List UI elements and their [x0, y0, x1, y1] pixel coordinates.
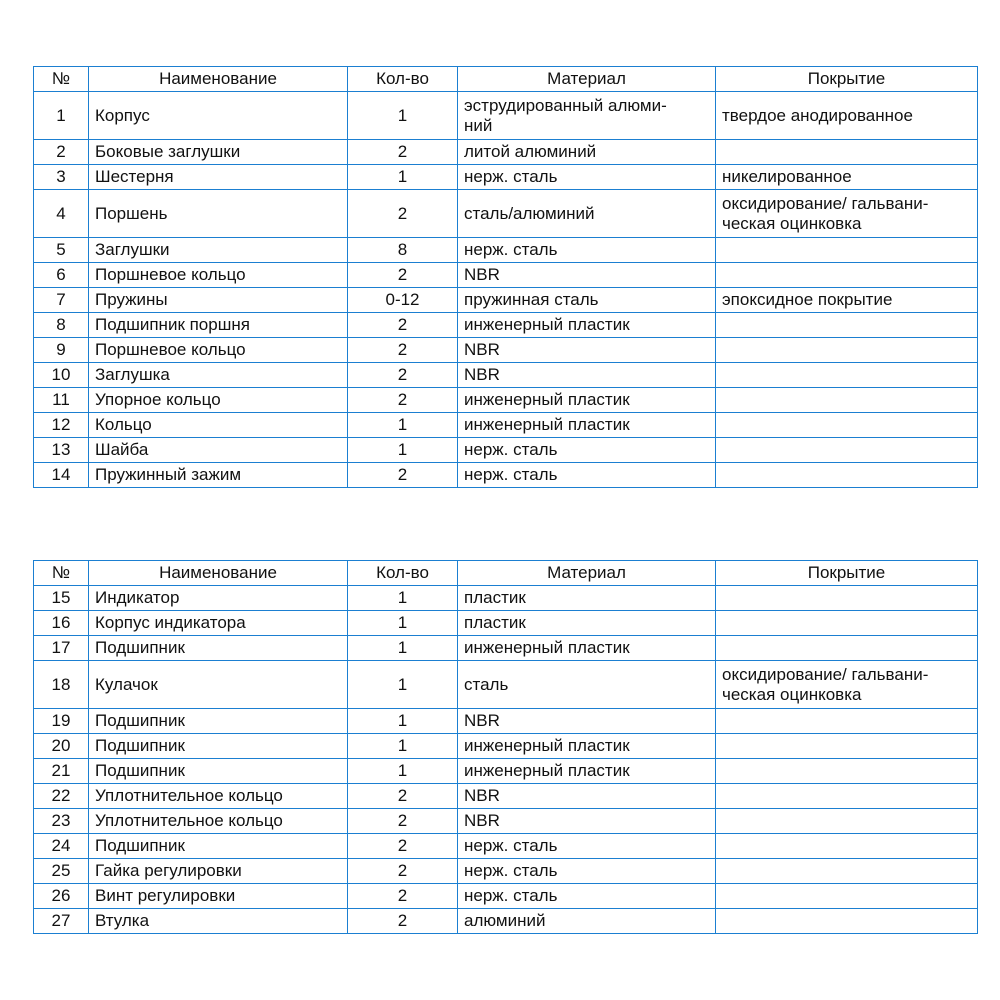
table-row	[34, 611, 978, 636]
table-row	[34, 238, 978, 263]
part-coating	[716, 363, 978, 388]
header-coating: Покрытие	[716, 67, 978, 92]
table-row	[34, 834, 978, 859]
parts-table-1	[33, 66, 978, 488]
table-row	[34, 313, 978, 338]
row-number: 24	[34, 834, 89, 859]
part-name: Уплотнительное кольцо	[89, 809, 348, 834]
part-coating	[716, 759, 978, 784]
part-name: Заглушка	[89, 363, 348, 388]
part-quantity: 1	[348, 661, 458, 709]
part-quantity: 1	[348, 438, 458, 463]
part-material: инженерный пластик	[458, 759, 716, 784]
part-quantity: 2	[348, 190, 458, 238]
part-name: Подшипник	[89, 636, 348, 661]
part-quantity: 2	[348, 313, 458, 338]
row-number: 4	[34, 190, 89, 238]
row-number: 1	[34, 92, 89, 140]
part-name: Уплотнительное кольцо	[89, 784, 348, 809]
part-coating	[716, 834, 978, 859]
part-name: Пружины	[89, 288, 348, 313]
header-material: Материал	[458, 561, 716, 586]
row-number: 18	[34, 661, 89, 709]
part-name: Поршень	[89, 190, 348, 238]
part-name: Подшипник поршня	[89, 313, 348, 338]
table-body	[34, 92, 978, 488]
part-material: NBR	[458, 363, 716, 388]
part-name: Упорное кольцо	[89, 388, 348, 413]
part-quantity: 2	[348, 784, 458, 809]
table-header-row	[34, 67, 978, 92]
table-row	[34, 884, 978, 909]
part-name: Подшипник	[89, 709, 348, 734]
table-row	[34, 909, 978, 934]
table-row	[34, 759, 978, 784]
part-coating	[716, 338, 978, 363]
table-row	[34, 463, 978, 488]
header-quantity: Кол-во	[348, 67, 458, 92]
part-material: пластик	[458, 611, 716, 636]
row-number: 16	[34, 611, 89, 636]
header-name: Наименование	[89, 561, 348, 586]
part-name: Гайка регулировки	[89, 859, 348, 884]
table-row	[34, 709, 978, 734]
header-material: Материал	[458, 67, 716, 92]
table-row	[34, 288, 978, 313]
part-name: Подшипник	[89, 834, 348, 859]
part-quantity: 2	[348, 859, 458, 884]
table-row	[34, 190, 978, 238]
header-number: №	[34, 561, 89, 586]
row-number: 9	[34, 338, 89, 363]
part-quantity: 8	[348, 238, 458, 263]
part-material: инженерный пластик	[458, 734, 716, 759]
part-coating: эпоксидное покрытие	[716, 288, 978, 313]
part-name: Боковые заглушки	[89, 140, 348, 165]
part-coating	[716, 313, 978, 338]
table-row	[34, 165, 978, 190]
part-quantity: 2	[348, 909, 458, 934]
part-coating	[716, 859, 978, 884]
part-coating	[716, 140, 978, 165]
row-number: 27	[34, 909, 89, 934]
row-number: 17	[34, 636, 89, 661]
part-quantity: 1	[348, 413, 458, 438]
part-coating: никелированное	[716, 165, 978, 190]
part-material: инженерный пластик	[458, 388, 716, 413]
row-number: 6	[34, 263, 89, 288]
table-row	[34, 363, 978, 388]
part-material: пружинная сталь	[458, 288, 716, 313]
table-row	[34, 661, 978, 709]
row-number: 11	[34, 388, 89, 413]
part-name: Поршневое кольцо	[89, 338, 348, 363]
part-material: NBR	[458, 709, 716, 734]
part-quantity: 1	[348, 165, 458, 190]
part-coating	[716, 784, 978, 809]
part-coating	[716, 388, 978, 413]
part-coating	[716, 586, 978, 611]
part-material: пластик	[458, 586, 716, 611]
row-number: 20	[34, 734, 89, 759]
part-name: Пружинный зажим	[89, 463, 348, 488]
part-quantity: 1	[348, 611, 458, 636]
part-material: инженерный пластик	[458, 413, 716, 438]
table-row	[34, 140, 978, 165]
part-quantity: 0-12	[348, 288, 458, 313]
part-material: нерж. сталь	[458, 165, 716, 190]
part-quantity: 1	[348, 636, 458, 661]
table-body	[34, 586, 978, 934]
part-coating	[716, 909, 978, 934]
part-quantity: 2	[348, 834, 458, 859]
part-coating	[716, 463, 978, 488]
table-row	[34, 734, 978, 759]
part-name: Заглушки	[89, 238, 348, 263]
row-number: 10	[34, 363, 89, 388]
part-coating	[716, 734, 978, 759]
header-quantity: Кол-во	[348, 561, 458, 586]
parts-table-2	[33, 560, 978, 934]
row-number: 21	[34, 759, 89, 784]
part-quantity: 2	[348, 463, 458, 488]
part-quantity: 1	[348, 734, 458, 759]
part-quantity: 2	[348, 809, 458, 834]
part-name: Поршневое кольцо	[89, 263, 348, 288]
row-number: 5	[34, 238, 89, 263]
part-material: нерж. сталь	[458, 884, 716, 909]
row-number: 3	[34, 165, 89, 190]
part-material: литой алюминий	[458, 140, 716, 165]
row-number: 13	[34, 438, 89, 463]
part-name: Шестерня	[89, 165, 348, 190]
part-quantity: 2	[348, 363, 458, 388]
part-quantity: 2	[348, 263, 458, 288]
header-name: Наименование	[89, 67, 348, 92]
part-name: Кулачок	[89, 661, 348, 709]
part-quantity: 2	[348, 140, 458, 165]
table-row	[34, 438, 978, 463]
part-name: Втулка	[89, 909, 348, 934]
part-quantity: 1	[348, 92, 458, 140]
row-number: 25	[34, 859, 89, 884]
table-row	[34, 388, 978, 413]
part-material: инженерный пластик	[458, 313, 716, 338]
table-row	[34, 586, 978, 611]
table-row	[34, 859, 978, 884]
part-material: инженерный пластик	[458, 636, 716, 661]
part-coating: твердое анодированное	[716, 92, 978, 140]
part-coating	[716, 611, 978, 636]
table-row	[34, 809, 978, 834]
row-number: 26	[34, 884, 89, 909]
part-name: Индикатор	[89, 586, 348, 611]
part-name: Подшипник	[89, 759, 348, 784]
part-material: NBR	[458, 784, 716, 809]
row-number: 14	[34, 463, 89, 488]
part-coating	[716, 809, 978, 834]
header-coating: Покрытие	[716, 561, 978, 586]
part-coating	[716, 636, 978, 661]
part-coating: оксидирование/ гальвани- ческая оцинковка	[716, 661, 978, 709]
part-name: Шайба	[89, 438, 348, 463]
part-material: нерж. сталь	[458, 238, 716, 263]
part-material: NBR	[458, 263, 716, 288]
row-number: 15	[34, 586, 89, 611]
part-coating	[716, 709, 978, 734]
part-material: нерж. сталь	[458, 859, 716, 884]
part-material: сталь	[458, 661, 716, 709]
part-coating	[716, 263, 978, 288]
part-coating	[716, 238, 978, 263]
part-name: Кольцо	[89, 413, 348, 438]
part-material: нерж. сталь	[458, 438, 716, 463]
table-header-row	[34, 561, 978, 586]
part-name: Корпус	[89, 92, 348, 140]
part-material: NBR	[458, 338, 716, 363]
row-number: 7	[34, 288, 89, 313]
part-material: NBR	[458, 809, 716, 834]
part-name: Корпус индикатора	[89, 611, 348, 636]
part-quantity: 1	[348, 586, 458, 611]
part-material: нерж. сталь	[458, 463, 716, 488]
row-number: 8	[34, 313, 89, 338]
part-quantity: 2	[348, 884, 458, 909]
part-quantity: 2	[348, 388, 458, 413]
part-material: эструдированный алюми- ний	[458, 92, 716, 140]
table-row	[34, 784, 978, 809]
part-quantity: 2	[348, 338, 458, 363]
part-coating	[716, 413, 978, 438]
table-row	[34, 413, 978, 438]
row-number: 2	[34, 140, 89, 165]
part-coating	[716, 884, 978, 909]
part-quantity: 1	[348, 759, 458, 784]
part-material: сталь/алюминий	[458, 190, 716, 238]
table-row	[34, 92, 978, 140]
part-coating: оксидирование/ гальвани- ческая оцинковка	[716, 190, 978, 238]
row-number: 23	[34, 809, 89, 834]
part-name: Подшипник	[89, 734, 348, 759]
row-number: 19	[34, 709, 89, 734]
part-material: алюминий	[458, 909, 716, 934]
part-name: Винт регулировки	[89, 884, 348, 909]
table-row	[34, 636, 978, 661]
header-number: №	[34, 67, 89, 92]
row-number: 22	[34, 784, 89, 809]
part-coating	[716, 438, 978, 463]
table-row	[34, 338, 978, 363]
part-quantity: 1	[348, 709, 458, 734]
table-row	[34, 263, 978, 288]
row-number: 12	[34, 413, 89, 438]
part-material: нерж. сталь	[458, 834, 716, 859]
